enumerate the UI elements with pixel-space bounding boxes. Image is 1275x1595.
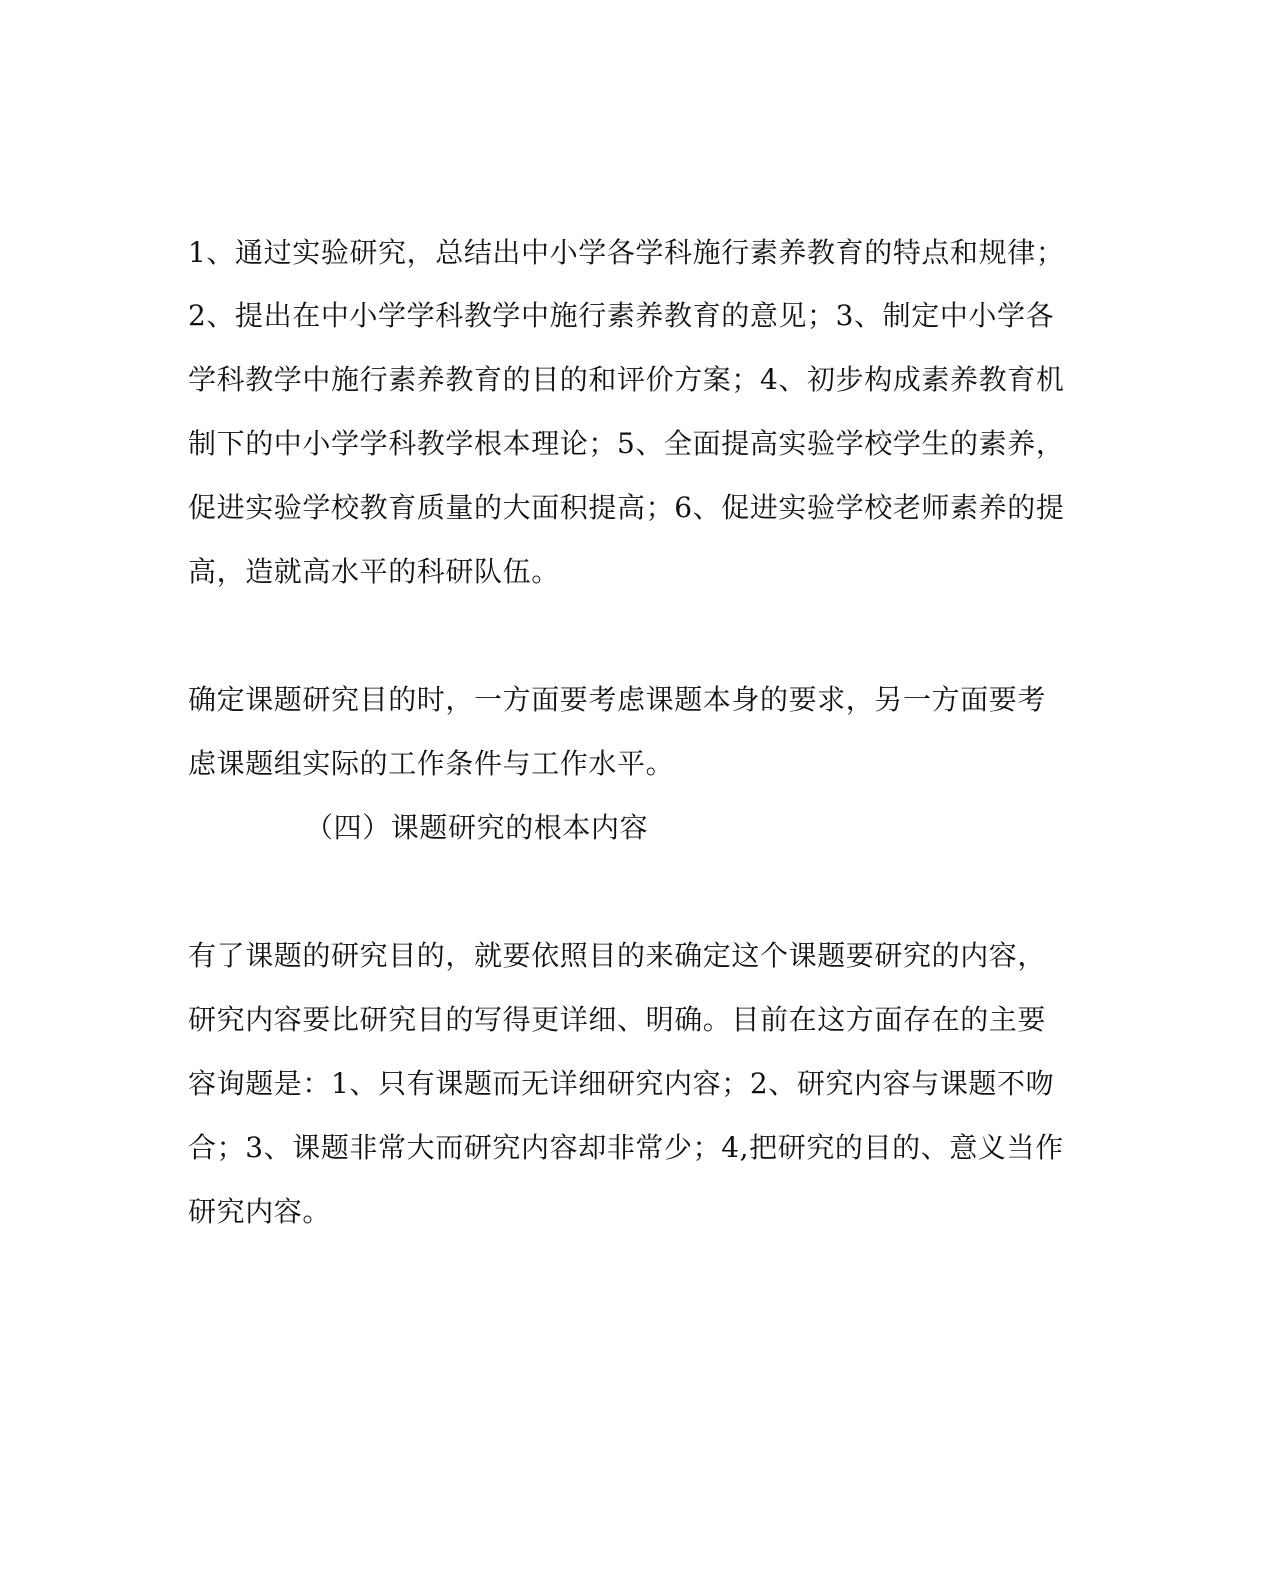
paragraph-3-line-2: 研究内容要比研究目的写得更详细、明确。目前在这方面存在的主要 bbox=[188, 1003, 1047, 1036]
paragraph-1-line-2: 2、提出在中小学学科教学中施行素养教育的意见；3、制定中小学各 bbox=[188, 299, 1055, 332]
section-heading: （四）课题研究的根本内容 bbox=[305, 811, 649, 844]
paragraph-1-line-3: 学科教学中施行素养教育的目的和评价方案；4、初步构成素养教育机 bbox=[188, 363, 1065, 396]
paragraph-1-line-4: 制下的中小学学科教学根本理论；5、全面提高实验学校学生的素养， bbox=[188, 427, 1065, 460]
paragraph-3-line-1: 有了课题的研究目的，就要依照目的来确定这个课题要研究的内容， bbox=[188, 939, 1047, 972]
paragraph-1-line-1: 1、通过实验研究，总结出中小学各学科施行素养教育的特点和规律； bbox=[188, 236, 1065, 269]
paragraph-2-line-1: 确定课题研究目的时，一方面要考虑课题本身的要求，另一方面要考 bbox=[188, 683, 1047, 716]
paragraph-1-line-6: 高，造就高水平的科研队伍。 bbox=[188, 555, 560, 588]
paragraph-3-line-4: 合；3、课题非常大而研究内容却非常少；4,把研究的目的、意义当作 bbox=[188, 1131, 1064, 1164]
paragraph-3-line-3: 容询题是：1、只有课题而无详细研究内容；2、研究内容与课题不吻 bbox=[188, 1067, 1055, 1100]
paragraph-3-line-5: 研究内容。 bbox=[188, 1195, 332, 1228]
paragraph-2-line-2: 虑课题组实际的工作条件与工作水平。 bbox=[188, 747, 675, 780]
paragraph-1-line-5: 促进实验学校教育质量的大面积提高；6、促进实验学校老师素养的提 bbox=[188, 491, 1065, 524]
